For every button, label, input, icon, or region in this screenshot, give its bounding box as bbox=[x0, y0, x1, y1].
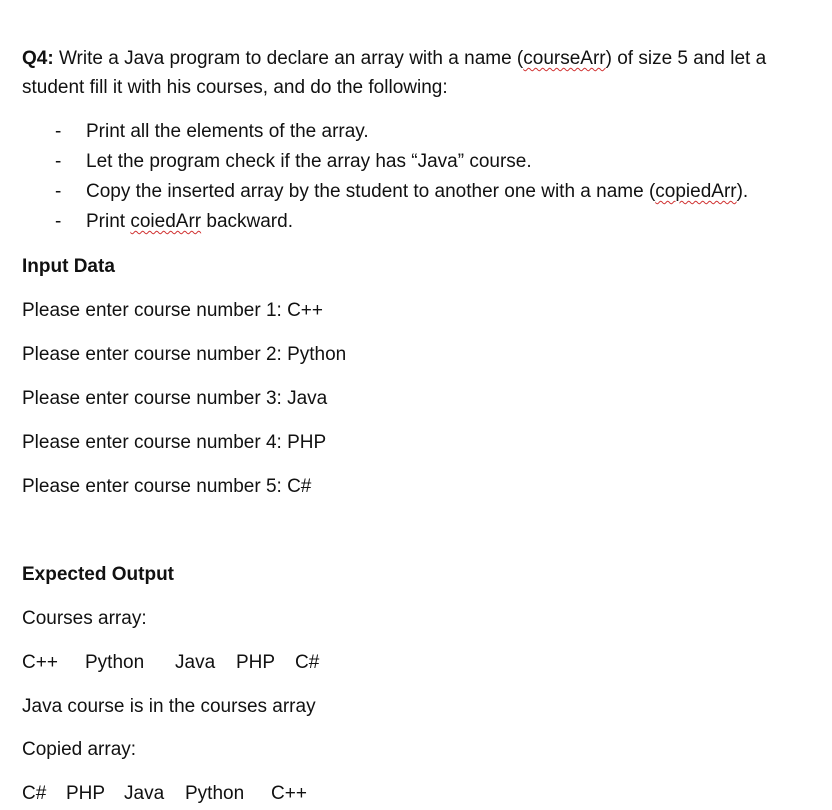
bullet-dash: - bbox=[55, 151, 62, 172]
bullet-dash: - bbox=[55, 211, 62, 232]
array-name-coiedArr: coiedArr bbox=[130, 211, 202, 232]
task-backward-text-after: backward. bbox=[201, 211, 293, 232]
input-line-1: Please enter course number 1: C++ bbox=[22, 300, 324, 321]
copied-item: Java bbox=[124, 783, 165, 804]
array-name-copiedArr: copiedArr bbox=[655, 181, 737, 202]
courses-array-values bbox=[22, 651, 319, 675]
question-line-2: student fill it with his courses, and do the following: bbox=[22, 77, 448, 98]
courses-array-label: Courses array: bbox=[22, 608, 147, 629]
copied-item: C++ bbox=[271, 783, 307, 804]
copied-array-label: Copied array: bbox=[22, 739, 137, 760]
question-line-1 bbox=[22, 47, 766, 71]
task-item-print: Print all the elements of the array. bbox=[86, 121, 369, 142]
copied-array-values bbox=[22, 782, 307, 806]
task-item-backward bbox=[86, 210, 293, 234]
input-data-heading: Input Data bbox=[22, 256, 115, 277]
task-copy-text-before: Copy the inserted array by the student to another one with a name ( bbox=[86, 181, 656, 202]
course-item: PHP bbox=[236, 652, 276, 673]
question-text-before: Write a Java program to declare an array with a name ( bbox=[53, 48, 524, 69]
task-item-check: Let the program check if the array has “Java” course. bbox=[86, 151, 532, 172]
course-item: Python bbox=[85, 652, 145, 673]
task-item-copy bbox=[86, 180, 748, 204]
java-found-message: Java course is in the courses array bbox=[22, 696, 316, 717]
array-name-courseArr: courseArr bbox=[523, 48, 606, 69]
copied-item: Python bbox=[185, 783, 245, 804]
copied-item: PHP bbox=[66, 783, 106, 804]
input-line-4: Please enter course number 4: PHP bbox=[22, 432, 327, 453]
question-text-after: ) of size 5 and let a bbox=[605, 48, 767, 69]
course-item: C# bbox=[295, 652, 320, 673]
task-copy-text-after: ). bbox=[736, 181, 749, 202]
copied-item: C# bbox=[22, 783, 47, 804]
input-line-2: Please enter course number 2: Python bbox=[22, 344, 347, 365]
bullet-dash: - bbox=[55, 181, 62, 202]
question-label: Q4: bbox=[22, 48, 54, 69]
task-backward-text-before: Print bbox=[86, 211, 131, 232]
course-item: C++ bbox=[22, 652, 58, 673]
input-line-5: Please enter course number 5: C# bbox=[22, 476, 312, 497]
expected-output-heading: Expected Output bbox=[22, 564, 175, 585]
input-line-3: Please enter course number 3: Java bbox=[22, 388, 328, 409]
bullet-dash: - bbox=[55, 121, 62, 142]
course-item: Java bbox=[175, 652, 216, 673]
